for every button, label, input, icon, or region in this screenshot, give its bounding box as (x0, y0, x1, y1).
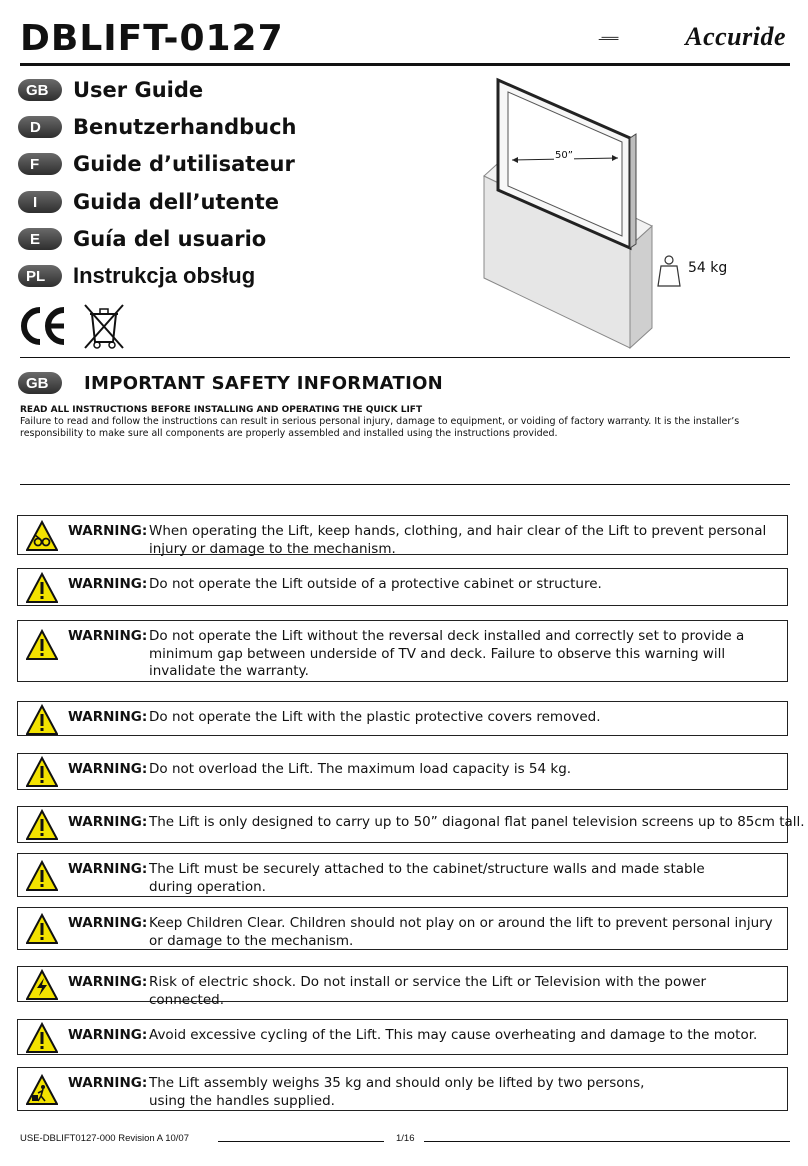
warning-box (17, 753, 788, 790)
language-row-d (18, 112, 297, 142)
read-all-instructions: READ ALL INSTRUCTIONS BEFORE INSTALLING AND OPERATING THE QUICK LIFT (20, 405, 423, 415)
warning-box (17, 806, 805, 843)
exclamation-warning-icon (26, 860, 58, 892)
language-code-badge: D (18, 116, 62, 138)
document-title: DBLIFT-0127 (20, 18, 284, 59)
warning-text: The Lift is only designed to carry up to 50” diagonal flat panel television screens up to 85cm tall. (149, 814, 805, 830)
warning-text: Do not operate the Lift outside of a protective cabinet or structure. (149, 576, 602, 592)
language-code-badge: E (18, 228, 62, 250)
document-code: USE-DBLIFT0127-000 Revision A 10/07 (20, 1133, 189, 1144)
warning-label: WARNING: (68, 576, 148, 592)
language-code-badge: GB (18, 372, 62, 394)
compliance-marks (20, 302, 126, 350)
ce-mark-icon (20, 306, 68, 346)
exclamation-warning-icon (26, 572, 58, 604)
warning-box (17, 568, 788, 606)
language-row-i (18, 187, 279, 217)
electric-shock-icon (26, 969, 58, 1001)
brand-logo: Accuride (685, 22, 786, 51)
exclamation-warning-icon (26, 1022, 58, 1054)
safety-title: IMPORTANT SAFETY INFORMATION (84, 372, 444, 394)
language-code-badge: F (18, 153, 62, 175)
tv-diagonal-label: 50” (555, 150, 573, 161)
warning-label: WARNING: (68, 1075, 148, 1091)
language-code-badge: I (18, 191, 62, 213)
language-label: Benutzerhandbuch (73, 115, 297, 139)
language-label: Guide d’utilisateur (73, 152, 295, 176)
weight-icon (656, 254, 682, 288)
section-rule (20, 357, 790, 358)
weee-bin-icon (82, 302, 126, 350)
warning-box (17, 620, 788, 682)
warning-box (17, 1067, 788, 1111)
warning-box (17, 853, 788, 897)
language-label: Instrukcja obsług (73, 263, 256, 288)
warning-text: Do not operate the Lift without the reversal deck installed and correctly set to provide a minimum gap between underside of TV and deck. Failure to observe this warning will invalidate the warranty. (149, 628, 745, 679)
exclamation-warning-icon (26, 913, 58, 945)
weight-label: 54 kg (688, 260, 728, 276)
warning-text: The Lift must be securely attached to the cabinet/structure walls and made stable during operation. (149, 861, 705, 895)
warning-label: WARNING: (68, 861, 148, 877)
warning-text: Risk of electric shock. Do not install or service the Lift or Television with the power connected. (149, 974, 707, 1008)
warning-text: Do not overload the Lift. The maximum load capacity is 54 kg. (149, 761, 572, 777)
warning-text: Do not operate the Lift with the plastic protective covers removed. (149, 709, 601, 725)
exclamation-warning-icon (26, 704, 58, 736)
warning-label: WARNING: (68, 974, 148, 990)
heavy-lift-icon (26, 1074, 58, 1106)
warning-label: WARNING: (68, 628, 148, 644)
footer-rule (424, 1141, 790, 1142)
exclamation-warning-icon (26, 629, 58, 661)
pinch-hazard-icon (26, 520, 58, 552)
exclamation-warning-icon (26, 756, 58, 788)
page-number: 1/16 (396, 1133, 415, 1144)
warning-label: WARNING: (68, 523, 148, 539)
language-label: Guía del usuario (73, 227, 267, 251)
warning-box (17, 966, 788, 1008)
warning-label: WARNING: (68, 709, 148, 725)
footer-rule (218, 1141, 384, 1142)
safety-heading (18, 372, 443, 394)
warning-label: WARNING: (68, 814, 148, 830)
warning-label: WARNING: (68, 761, 148, 777)
page-footer (20, 1133, 790, 1149)
language-label: Guida dell’utente (73, 190, 280, 214)
tv-lift-illustration (480, 76, 680, 356)
warning-label: WARNING: (68, 1027, 148, 1043)
warning-text: When operating the Lift, keep hands, clothing, and hair clear of the Lift to prevent personal injury or damage to the mechanism. (149, 523, 767, 557)
warning-box (17, 1019, 788, 1055)
warning-box (17, 907, 788, 950)
warning-box (17, 515, 788, 555)
exclamation-warning-icon (26, 809, 58, 841)
warning-text: Avoid excessive cycling of the Lift. This may cause overheating and damage to the motor. (149, 1027, 758, 1043)
warning-box (17, 701, 788, 736)
language-label: User Guide (73, 78, 204, 102)
warning-text: Keep Children Clear. Children should not play on or around the lift to prevent personal injury or damage to the mechanism. (149, 915, 773, 949)
failure-disclaimer: Failure to read and follow the instructions can result in serious personal injury, damage to equipment, or voiding of factory warranty. It is the installer’s responsibility to make sure all components are properly assembled and installed using the instructions provided. (20, 416, 740, 439)
language-code-badge: GB (18, 79, 62, 101)
language-row-gb (18, 75, 203, 105)
header-rule (20, 63, 790, 66)
language-code-badge: PL (18, 265, 62, 287)
language-row-f (18, 149, 295, 179)
warning-text: The Lift assembly weighs 35 kg and should only be lifted by two persons, using the handles supplied. (149, 1075, 645, 1109)
language-row-pl (18, 261, 255, 291)
warning-label: WARNING: (68, 915, 148, 931)
section-rule (20, 484, 790, 485)
brand-swoosh-icon (598, 22, 658, 52)
language-row-e (18, 224, 266, 254)
